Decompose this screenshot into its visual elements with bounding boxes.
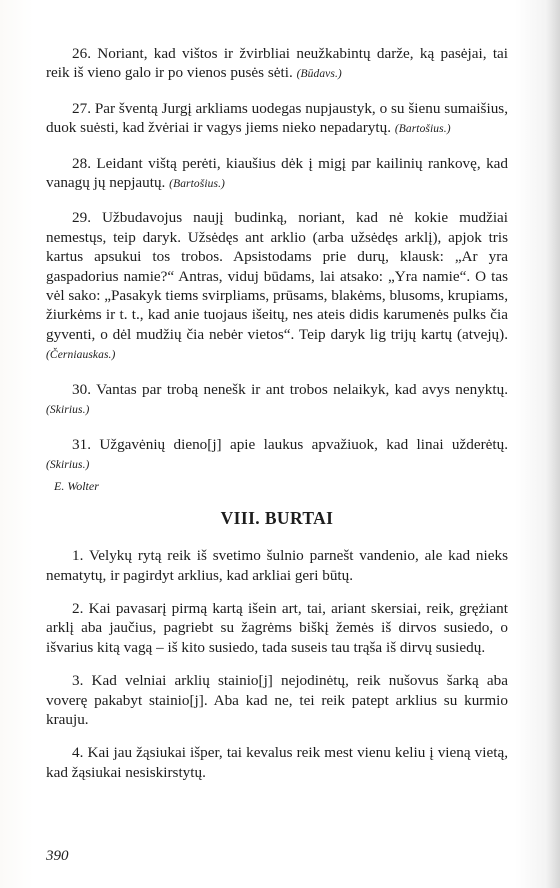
page-spine-shadow bbox=[546, 0, 560, 888]
page-number: 390 bbox=[46, 848, 69, 864]
section-entry-3 bbox=[46, 671, 508, 729]
entry-26 bbox=[46, 44, 508, 85]
entry-text: 31. Užgavėnių dieno[j] apie laukus apvažiuok, kad linai užderėtų. bbox=[72, 435, 508, 453]
entry-text: 4. Kai jau žąsiukai išper, tai kevalus reik mest vienu keliu į vieną vietą, kad žąsiukai nesiskirstytų. bbox=[46, 744, 508, 781]
entry-29 bbox=[46, 208, 508, 365]
author-signature: E. Wolter bbox=[54, 479, 99, 494]
entry-source: (Černiauskas.) bbox=[46, 349, 116, 362]
entry-text: 27. Par šventą Jurgį arkliams uodegas nupjaustyk, o su šienu sumaišius, duok suėsti, kad žvėriai ir vagys jiems nieko nepadarytų. bbox=[46, 99, 508, 137]
entry-text: 29. Užbudavojus naujį budinką, noriant, kad nė kokie mudžiai nemestųs, teip daryk. Užsėdęs ant arklio (arba užsėdęs arklį), apjok tris kartus apsukui tos trobos. Apsistodams prie durų, klausk: „Ar yra gaspadorius namie?“ Antras, viduj būdams, lai atsako: „Yra namie“. O tas vėl sako: „Pasakyk tiems svirpliams, prūsams, blakėms, blusoms, krupiams, žiurkėms ir t. t., kad anie tuojaus išeitų, nes ateis didis karumenės pulks čia gyventi, o dėl mudžių čia nebėr vietos“. Teip daryk lig trijų kartų (atvejų). bbox=[46, 209, 508, 343]
entry-source: (Bartošius.) bbox=[394, 123, 451, 136]
entry-text: 2. Kai pavasarį pirmą kartą išein art, tai, ariant skersiai, reik, grężiant arklį aba jaučius, pagriebt su žagrėms biškį žemės iš dirvos susiedo, o išvarius kitą vagą – iš kito susiedo, tada suseis tau trąša iš dirvų susiedų. bbox=[46, 599, 508, 656]
entry-source: (Bartošius.) bbox=[169, 178, 225, 191]
entry-text: 3. Kad velniai arklių stainio[j] nejodinėtų, reik nušovus šarką aba voverę pakabyt stainio[j]. Aba kad ne, tei reik patept arklius su kurmio krauju. bbox=[46, 672, 508, 728]
entry-30 bbox=[46, 380, 508, 421]
entry-28 bbox=[46, 154, 508, 195]
section-title: VIII. BURTAI bbox=[220, 507, 334, 528]
page-body bbox=[46, 44, 508, 796]
section-entry-1 bbox=[46, 546, 508, 585]
section-entry-2 bbox=[46, 599, 508, 657]
entry-text: 30. Vantas par trobą nenešk ir ant trobos nelaikyk, kad avys nenyktų. bbox=[72, 380, 508, 398]
entry-source: (Būdavs.) bbox=[296, 68, 342, 81]
entry-31 bbox=[46, 435, 508, 476]
entry-source: (Skirius.) bbox=[46, 458, 90, 471]
entry-text: 28. Leidant vištą perėti, kiaušius dėk į migį par kailinių rankovę, kad vanagų jų nepjautų. bbox=[46, 154, 508, 192]
section-entry-4 bbox=[46, 743, 508, 782]
entry-source: (Skirius.) bbox=[46, 404, 90, 417]
entry-27 bbox=[46, 99, 508, 140]
entry-text: 26. Noriant, kad vištos ir žvirbliai neužkabintų darže, ką pasėjai, tai reik iš vieno galo ir po vienos pusės sėti. bbox=[46, 45, 508, 82]
entry-text: 1. Velykų rytą reik iš svetimo šulnio parnešt vandenio, ale kad nieks nematytų, ir pagirdyt arklius, kad arkliai geri būtų. bbox=[46, 547, 508, 584]
